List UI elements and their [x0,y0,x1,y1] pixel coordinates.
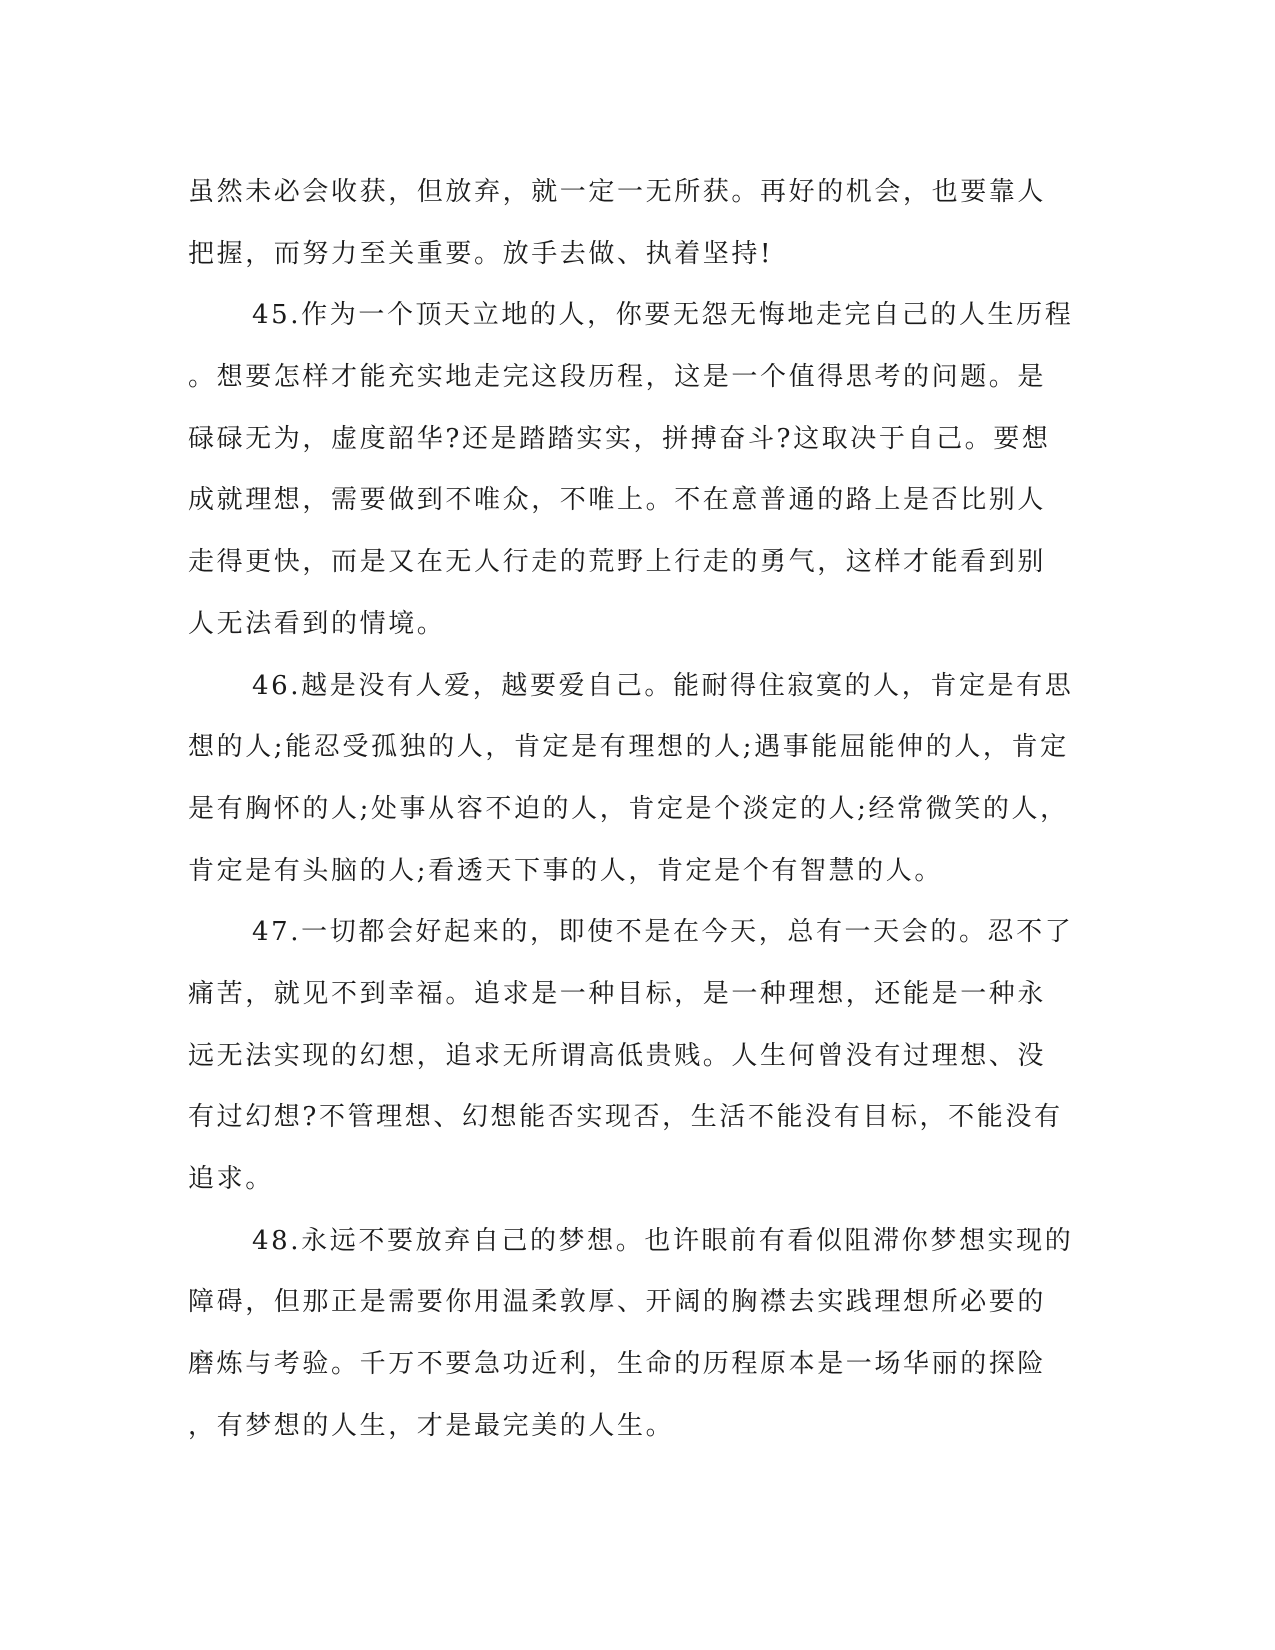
text-line: 45.作为一个顶天立地的人，你要无怨无悔地走完自己的人生历程 [252,300,1074,331]
text-line: 46.越是没有人爱，越要爱自己。能耐得住寂寞的人，肯定是有思 [252,670,1074,701]
text-line: 碌碌无为，虚度韶华?还是踏踏实实，拼搏奋斗?这取决于自己。要想 [188,423,1051,454]
text-line: 痛苦，就见不到幸福。追求是一种目标，是一种理想，还能是一种永 [188,978,1047,1009]
paragraph-continuation [188,162,1088,285]
text-line: 肯定是有头脑的人;看透天下事的人，肯定是个有智慧的人。 [188,855,943,886]
text-line: 是有胸怀的人;处事从容不迫的人，肯定是个淡定的人;经常微笑的人， [188,793,1069,824]
text-line: 人无法看到的情境。 [188,608,446,639]
paragraph-46 [188,656,1088,903]
text-line: 障碍，但那正是需要你用温柔敦厚、开阔的胸襟去实践理想所必要的 [188,1287,1047,1318]
text-line: 47.一切都会好起来的，即使不是在今天，总有一天会的。忍不了 [252,917,1074,948]
text-line: 虽然未必会收获，但放弃，就一定一无所获。再好的机会，也要靠人 [188,177,1047,207]
text-line: 。想要怎样才能充实地走完这段历程，这是一个值得思考的问题。是 [188,362,1047,393]
text-line: 走得更快，而是又在无人行走的荒野上行走的勇气，这样才能看到别 [188,547,1047,578]
paragraph-47 [188,902,1088,1210]
text-line: 有过幻想?不管理想、幻想能否实现否，生活不能没有目标，不能没有 [188,1102,1063,1133]
text-line: ，有梦想的人生，才是最完美的人生。 [188,1410,675,1441]
paragraph-48 [188,1211,1088,1458]
text-line: 磨炼与考验。千万不要急功近利，生命的历程原本是一场华丽的探险 [188,1349,1047,1380]
text-line: 追求。 [188,1164,274,1194]
paragraph-45 [188,285,1088,655]
body-text [188,162,1088,1457]
text-line: 48.永远不要放弃自己的梦想。也许眼前有看似阻滞你梦想实现的 [252,1225,1074,1256]
text-line: 想的人;能忍受孤独的人，肯定是有理想的人;遇事能屈能伸的人，肯定 [188,732,1069,763]
text-line: 远无法实现的幻想，追求无所谓高低贵贱。人生何曾没有过理想、没 [188,1040,1047,1071]
text-line: 把握，而努力至关重要。放手去做、执着坚持! [188,238,774,269]
text-line: 成就理想，需要做到不唯众，不唯上。不在意普通的路上是否比别人 [188,485,1047,516]
